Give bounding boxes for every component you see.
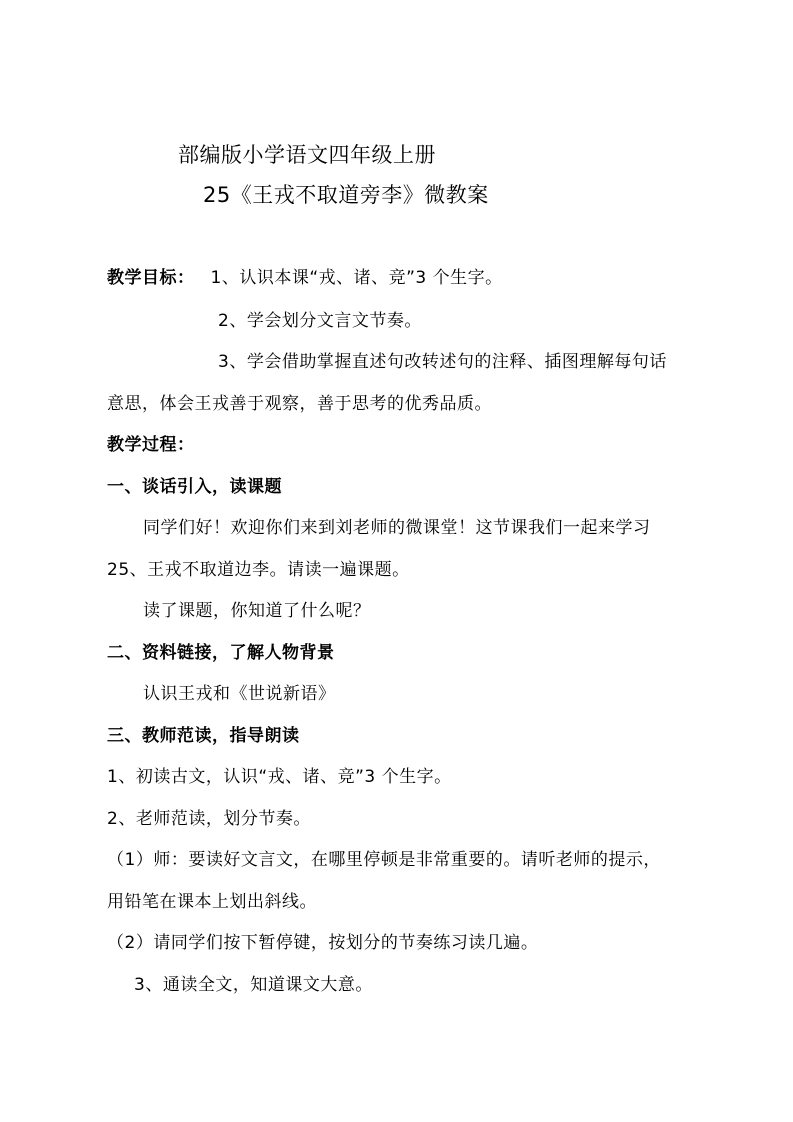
objectives-label: 教学目标：: [107, 268, 195, 288]
process-label: 教学过程：: [107, 435, 195, 455]
objective-item-3-line2: 意思，体会王戎善于观察，善于思考的优秀品质。: [107, 394, 492, 414]
section2-heading: 二、资料链接，了解人物背景: [107, 643, 335, 663]
section1-para1-line2: 25、王戎不取道边李。请读一遍课题。: [107, 560, 410, 580]
objective-item-1: 1、认识本课“戎、诸、竞”3 个生字。: [210, 268, 503, 288]
objective-item-2: 2、学会划分文言文节奏。: [218, 311, 422, 331]
section1-para1-line1: 同学们好！欢迎你们来到刘老师的微课堂！这节课我们一起来学习: [143, 518, 651, 538]
document-title-line2: 25《王戎不取道旁李》微教案: [203, 183, 489, 207]
section3-item1: 1、初读古文，认识“戎、诸、竞”3 个生字。: [107, 767, 452, 787]
section1-para2: 读了课题，你知道了什么呢？: [143, 601, 371, 621]
objective-item-3-line1: 3、学会借助掌握直述句改转述句的注释、插图理解每句话: [218, 352, 667, 372]
section3-sub1-line1: （1）师：要读好文言文，在哪里停顿是非常重要的。请听老师的提示，: [107, 850, 661, 870]
section3-heading: 三、教师范读，指导朗读: [107, 726, 300, 746]
section2-para1: 认识王戎和《世说新语》: [143, 684, 336, 704]
section3-item3: 3、通读全文，知道课文大意。: [134, 975, 373, 995]
section3-item2: 2、老师范读，划分节奏。: [107, 809, 311, 829]
objectives-row1: [107, 266, 503, 290]
section1-heading: 一、谈话引入，读课题: [107, 477, 282, 497]
section3-sub1-line2: 用铅笔在课本上划出斜线。: [107, 892, 317, 912]
section3-sub2: （2）请同学们按下暂停键，按划分的节奏练习读几遍。: [107, 933, 539, 953]
document-title-line1: 部编版小学语文四年级上册: [178, 143, 436, 167]
